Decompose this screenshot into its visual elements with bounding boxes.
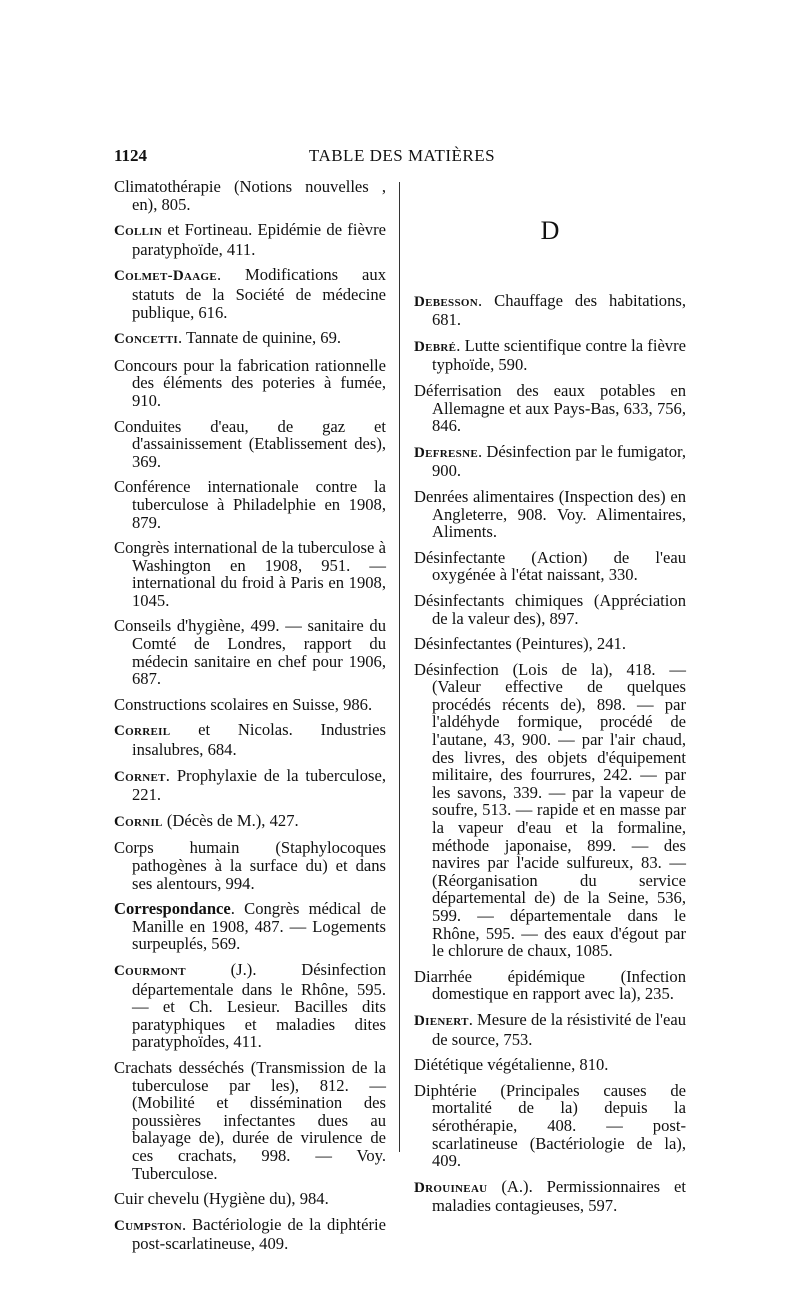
entry-text: Désinfectante (Action) de l'eau oxygénée à l'état naissant, 330. <box>414 547 686 585</box>
entry-author: Courmont <box>114 962 186 979</box>
entry-text: (A.). Permissionnaires et maladies contagieuses, 597. <box>432 1176 686 1216</box>
entry-bold-lead: Correspondance <box>114 899 231 919</box>
index-entry <box>414 592 686 627</box>
entry-author: Colmet-Daage <box>114 268 217 285</box>
entry-text: Désinfection (Lois de la), 418. — (Valeur effective de quelques procédés récents de), 898. — par l'aldéhyde formique, procédé de l'autane, 43, 900. — par l'air chaud, des livres, des objets d'équipement militaire, des fourrures, 242. — par les savons, 339. — par la vapeur de soufre, 513. — rapide et en masse par la vapeur d'eau et la formaline, méthode japonaise, 899. — des navires par l'acide sulfureux, 83. — (Réorganisation du service départemental de) de la Seine, 536, 599. — départementale dans le Rhône, 595. — des eaux d'égout par le chlorure de chaux, 1085. <box>414 659 686 961</box>
index-entry <box>114 900 386 953</box>
index-entry <box>114 812 386 832</box>
right-entries <box>414 292 686 1215</box>
index-entry <box>114 721 386 758</box>
index-entry <box>414 1178 686 1215</box>
entry-text: Constructions scolaires en Suisse, 986. <box>114 694 373 714</box>
index-entry <box>414 443 686 480</box>
section-letter: D <box>540 216 560 245</box>
index-entry <box>114 221 386 258</box>
index-entry <box>114 178 386 213</box>
index-entry <box>414 337 686 374</box>
entry-text: . Modifications aux statuts de la Société de médecine publique, 616. <box>132 265 386 322</box>
entry-text: (Décès de M.), 427. <box>162 810 299 830</box>
entry-text: Crachats desséchés (Transmission de la tuberculose par les), 812. — (Mobilité et dissémination des poussières infectantes dues au balayage de), durée de virulence de ces crachats, 998. — Voy. Tuberculose. <box>114 1057 386 1183</box>
entry-text: Diphtérie (Principales causes de mortalité de la) depuis la sérothérapie, 408. — post-scarlatineuse (Bactériologie de la), 409. <box>414 1080 686 1171</box>
entry-author: Concetti <box>114 331 178 348</box>
index-column-right <box>414 192 686 1223</box>
index-entry <box>414 549 686 584</box>
entry-text: et Fortineau. Epidémie de fièvre paratyphoïde, 411. <box>132 220 386 259</box>
entry-author: Correil <box>114 723 171 740</box>
entry-text: . Mesure de la résistivité de l'eau de source, 753. <box>432 1009 686 1049</box>
entry-text: Corps humain (Staphylocoques pathogènes à la surface du) et dans ses alentours, 994. <box>114 838 386 893</box>
entry-text: . Prophylaxie de la tuberculose, 221. <box>132 765 386 805</box>
index-entry <box>114 478 386 531</box>
index-entry <box>114 1059 386 1182</box>
entry-text: . Tannate de quinine, 69. <box>177 328 342 348</box>
entry-text: Désinfectants chimiques (Appréciation de la valeur des), 897. <box>414 590 686 628</box>
entry-text: Diarrhée épidémique (Infection domestique en rapport avec la), 235. <box>414 966 686 1004</box>
index-entry <box>114 839 386 892</box>
entry-text: Déferrisation des eaux potables en Allemagne et aux Pays-Bas, 633, 756, 846. <box>414 380 686 436</box>
entry-text: Cuir chevelu (Hygiène du), 984. <box>114 1189 329 1209</box>
entry-text: et Nicolas. Industries insalubres, 684. <box>132 720 386 760</box>
entry-author: Debesson <box>414 293 478 310</box>
index-entry <box>114 266 386 321</box>
index-entry <box>114 617 386 687</box>
index-entry <box>414 1011 686 1048</box>
entry-text: Diététique végétalienne, 810. <box>414 1055 609 1075</box>
entry-text: . Désinfection par le fumigator, 900. <box>432 441 686 481</box>
index-entry <box>414 661 686 960</box>
entry-author: Cornil <box>114 813 163 830</box>
page-header <box>114 146 690 170</box>
entry-author: Cornet <box>114 768 166 785</box>
running-title: TABLE DES MATIÈRES <box>308 146 496 165</box>
entry-text: Concours pour la fabrication rationnelle des éléments des poteries à fumée, 910. <box>114 355 386 410</box>
entry-author: Defresne <box>414 444 478 461</box>
entry-text: . Lutte scientifique contre la fièvre typhoïde, 590. <box>432 335 686 375</box>
index-entry <box>114 1190 386 1208</box>
index-entry <box>114 329 386 349</box>
index-entry <box>414 488 686 541</box>
index-entry <box>114 1216 386 1253</box>
entry-author: Drouineau <box>414 1179 488 1196</box>
entry-author: Cumpston <box>114 1217 183 1234</box>
index-entry <box>414 382 686 435</box>
entry-text: . Bactériologie de la diphtérie post-scarlatineuse, 409. <box>132 1214 386 1254</box>
page-number: 1124 <box>114 146 148 165</box>
index-entry <box>414 292 686 329</box>
index-entry <box>114 696 386 714</box>
entry-text: Congrès international de la tuberculose à Washington en 1908, 951. — international du froid à Paris en 1908, 1045. <box>114 538 386 610</box>
entry-text: Conduites d'eau, de gaz et d'assainissement (Etablissement des), 369. <box>114 416 386 471</box>
index-column-left <box>114 178 386 1261</box>
index-entry <box>114 357 386 410</box>
index-entry <box>114 767 386 804</box>
entry-author: Dienert <box>414 1012 469 1029</box>
entry-text: Conférence internationale contre la tuberculose à Philadelphie en 1908, 879. <box>114 477 386 532</box>
entry-text: Conseils d'hygiène, 499. — sanitaire du Comté de Londres, rapport du médecin sanitaire en chef pour 1906, 687. <box>114 616 386 689</box>
entry-author: Debré <box>414 338 457 355</box>
index-entry <box>114 961 386 1051</box>
index-entry <box>414 635 686 653</box>
index-entry <box>114 539 386 609</box>
index-entry <box>414 1056 686 1074</box>
index-entry <box>114 418 386 471</box>
entry-text: Désinfectantes (Peintures), 241. <box>414 634 626 654</box>
entry-text: . Congrès médical de Manille en 1908, 487. — Logements surpeuplés, 569. <box>132 899 386 954</box>
index-entry <box>414 968 686 1003</box>
entry-text: Climatothérapie (Notions nouvelles , en), 805. <box>114 177 386 214</box>
entry-author: Collin <box>114 223 163 240</box>
column-divider <box>399 182 400 1152</box>
entry-text: Denrées alimentaires (Inspection des) en Angleterre, 908. Voy. Alimentaires, Aliments. <box>414 486 686 542</box>
index-entry <box>414 1082 686 1170</box>
entry-text: . Chauffage des habitations, 681. <box>432 290 686 330</box>
entry-text: (J.). Désinfection départementale dans le Rhône, 595. — et Ch. Lesieur. Bacilles dits paratyphiques et maladies dites paratyphoïdes, 411. <box>132 959 386 1052</box>
